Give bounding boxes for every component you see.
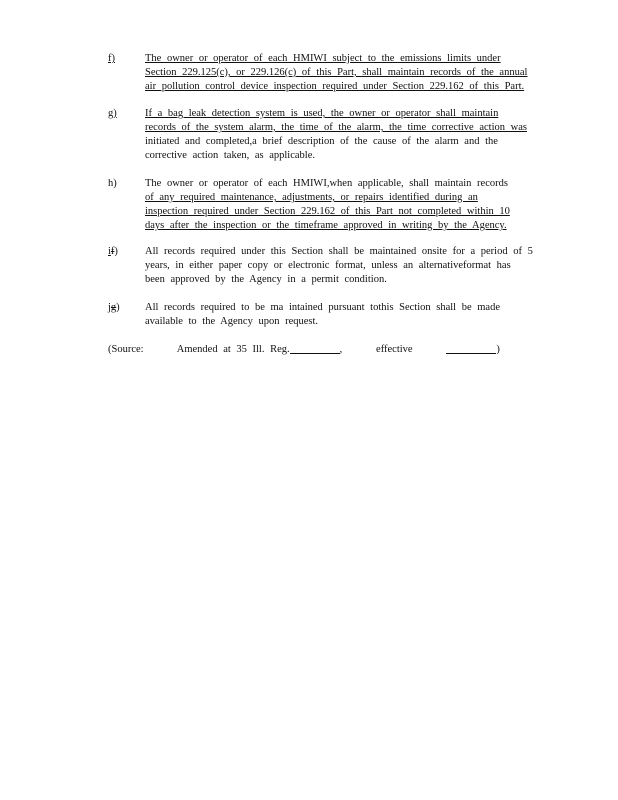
text-line: inspection required under Section 229.162 of this Part not completed within 10 [145,206,510,217]
text-line: The owner or operator of each HMIWI subject to the emissions limits under [145,53,501,64]
paragraph-text [145,245,548,287]
source-prefix: (Source: [108,344,144,355]
paragraph-text [145,107,548,163]
label-tail: ) [114,246,118,257]
text-line: available to the Agency upon request. [145,316,319,327]
text-line: air pollution control device inspection required under Section 229.162 of this Part. [145,81,525,92]
paragraph-label: f) [108,53,115,64]
text-line: corrective action taken, as applicable. [145,150,316,161]
text-line: All records required under this Section shall be maintained onsite for a period of 5 [145,246,533,257]
source-separator: , [339,344,343,355]
text-line: of any required maintenance, adjustments, or repairs identified during an [145,192,478,203]
paragraph-label: g) [108,108,117,119]
label-struck: g [110,302,117,313]
register-blank [290,343,340,354]
effective-date-blank [446,343,496,354]
label-tail: ) [116,302,120,313]
paragraph-j [108,301,548,329]
paragraph-text [145,301,548,329]
source-line [108,343,548,357]
label-inserted: i [108,246,111,257]
text-line: been approved by the Agency in a permit condition. [145,274,387,285]
paragraph-i [108,245,548,287]
source-effective: effective [376,344,413,355]
text-line: days after the inspection or the timeframe approved in writing by the Agency. [145,220,507,231]
paragraph-h [108,177,548,233]
paragraph-f [108,52,548,94]
text-line: If a bag leak detection system is used, the owner or operator shall maintain [145,108,499,119]
text-line: years, in either paper copy or electronic format, unless an alternativeformat has [145,260,511,271]
paragraph-label [108,301,142,315]
paragraph-label: h) [108,178,117,189]
text-line: Section 229.125(c), or 229.126(c) of this Part, shall maintain records of the annual [145,67,528,78]
label-inserted: j [108,302,111,313]
text-line: The owner or operator of each HMIWI,when applicable, shall maintain records [145,178,508,189]
text-line: initiated and completed,a brief description of the cause of the alarm and the [145,136,498,147]
paragraph-text [145,177,548,233]
source-amended: Amended at 35 Ill. Reg. [176,344,290,355]
paragraph-g [108,107,548,163]
text-line: records of the system alarm, the time of the alarm, the time corrective action was [145,122,527,133]
label-struck: f [110,246,115,257]
source-suffix: ) [496,344,500,355]
paragraph-text [145,52,548,94]
source-note [108,343,548,357]
paragraph-label [108,245,142,259]
text-line: All records required to be ma intained pursuant tothis Section shall be made [145,302,500,313]
